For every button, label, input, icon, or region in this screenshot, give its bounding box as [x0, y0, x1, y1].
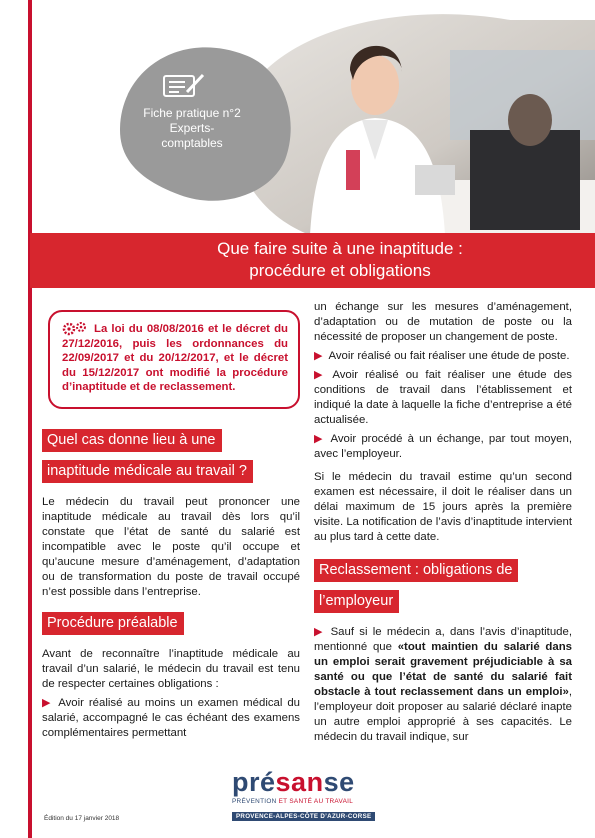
logo-wordmark	[232, 767, 382, 797]
clipboard-pen-icon	[163, 72, 209, 98]
inaptitude-paragraph: Le médecin du travail peut prononcer une inaptitude médicale au travail dès lors qu’il constate que l’état de santé du salarié est incompatible avec le poste qu’il occupe et qu’aucune mesure d’aménagement, d’adaptation ou de transformation du poste de travail occupé n’est possible dans l’entreprise.	[42, 495, 300, 598]
edition-date: Édition du 17 janvier 2018	[44, 815, 120, 822]
bullet-text: Avoir procédé à un échange, par tout moyen, avec l’employeur.	[314, 433, 572, 460]
badge-line2: Experts-	[169, 121, 215, 135]
procedure-intro: Avant de reconnaître l’inaptitude médicale au travail d’un salarié, le médecin du travail est tenu de respecter certaines obligations :	[42, 647, 300, 690]
left-accent-bar	[28, 0, 32, 838]
bullet-text: Sauf si le médecin a, dans l’avis d’inaptitude, mentionné que	[314, 626, 572, 653]
bullet-text: Avoir réalisé au moins un examen médical du salarié, accompagné le cas échéant des examens complémentaires permettant	[42, 696, 300, 739]
section-inaptitude-heading	[42, 427, 300, 489]
bullet-text: Avoir réalisé ou fait réaliser une étude des conditions de travail dans l’établissement et indiqué la date à laquelle la fiche d’entreprise a été actualisée.	[314, 369, 572, 426]
presanse-logo	[232, 767, 382, 827]
logo-tagline	[232, 798, 382, 805]
section-reclassement-heading	[314, 557, 572, 619]
bullet-item	[314, 432, 572, 462]
badge-label	[122, 106, 262, 151]
tagline-part1: PRÉVENTION	[232, 798, 279, 805]
heading-line1: Reclassement : obligations de	[314, 559, 518, 582]
triangle-bullet-icon: ▶	[42, 696, 53, 709]
procedure-heading: Procédure préalable	[42, 612, 184, 635]
bullet-bold-text: «tout maintien du salarié dans un emploi serait gravement préjudiciable à sa santé ou que l’état de santé du salarié fait obstacle à tout reclassement dans un emploi»	[314, 641, 573, 698]
heading-line2: l’employeur	[314, 590, 399, 613]
bullet-item	[314, 349, 572, 364]
legal-callout	[48, 310, 300, 409]
logo-part1: pré	[232, 767, 276, 797]
logo-part2: san	[275, 767, 324, 797]
gears-icon	[62, 322, 90, 336]
logo-region: PROVENCE-ALPES-CÔTE D’AZUR-CORSE	[232, 812, 375, 821]
title-line2: procédure et obligations	[249, 261, 431, 280]
bullet-item	[314, 625, 572, 745]
heading-line2: inaptitude médicale au travail ?	[42, 460, 253, 483]
page-title	[140, 238, 540, 282]
badge-line1: Fiche pratique n°2	[143, 106, 241, 120]
triangle-bullet-icon: ▶	[314, 369, 327, 381]
section-procedure-heading	[42, 610, 300, 641]
second-exam-paragraph: Si le médecin du travail estime qu’un second examen est nécessaire, il doit le réaliser dans un délai maximum de 15 jours après la première visite. La notification de l’avis d’inaptitude intervient au plus tard à cette date.	[314, 471, 572, 543]
tagline-part2: ET SANTÉ AU TRAVAIL	[278, 798, 354, 805]
triangle-bullet-icon: ▶	[314, 350, 323, 362]
callout-text: La loi du 08/08/2016 et le décret du 27/12/2016, puis les ordonnances du 22/09/2017 et du 20/12/2017, et le décret du 15/12/2017 ont modifié la procédure d’inaptitude et de reclassement.	[62, 323, 288, 394]
left-column	[42, 302, 300, 745]
bullet-item	[314, 368, 572, 428]
bullet-text-end: , l’employeur doit proposer au salarié déclaré inapte un autre emploi approprié à ses capacités. Le médecin du travail indique, sur	[314, 686, 572, 743]
title-line1: Que faire suite à une inaptitude :	[217, 239, 463, 258]
right-column	[314, 300, 572, 749]
triangle-bullet-icon: ▶	[314, 626, 325, 638]
triangle-bullet-icon: ▶	[314, 433, 325, 445]
logo-part3: se	[323, 767, 355, 797]
bullet-continuation: un échange sur les mesures d’aménagement, d’adaptation ou de mutation de poste ou la nécessité de proposer un changement de poste.	[314, 301, 572, 343]
bullet-text: Avoir réalisé ou fait réaliser une étude de poste.	[328, 350, 570, 362]
badge-line3: comptables	[161, 136, 223, 150]
bullet-item	[42, 696, 300, 741]
heading-line1: Quel cas donne lieu à une	[42, 429, 222, 452]
